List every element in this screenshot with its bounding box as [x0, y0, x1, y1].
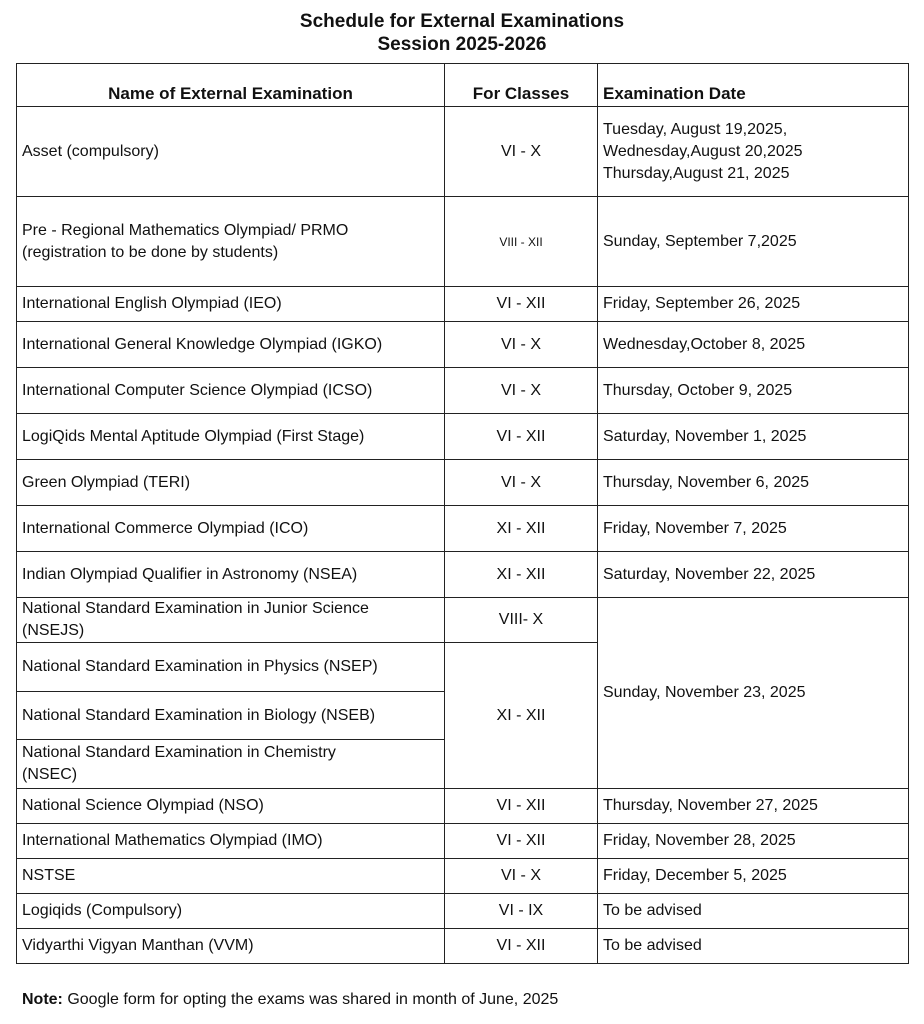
header-exam-name: Name of External Examination — [17, 64, 445, 107]
exam-date: Friday, November 7, 2025 — [598, 506, 909, 552]
exam-date: To be advised — [598, 929, 909, 964]
table-row — [17, 789, 909, 824]
footnote — [22, 989, 558, 1011]
exam-classes: VI - XII — [445, 414, 598, 460]
table-row — [17, 460, 909, 506]
exam-name: Asset (compulsory) — [17, 107, 445, 197]
note-text: Google form for opting the exams was shared in month of June, 2025 — [62, 991, 559, 1008]
exam-name — [17, 740, 445, 789]
name-line: Pre - Regional Mathematics Olympiad/ PRMO — [22, 221, 349, 239]
exam-name: National Standard Examination in Physics (NSEP) — [17, 643, 445, 692]
table-row — [17, 894, 909, 929]
exam-name: NSTSE — [17, 859, 445, 894]
exam-classes: VI - XII — [445, 929, 598, 964]
exam-date: Saturday, November 1, 2025 — [598, 414, 909, 460]
table-row — [17, 552, 909, 598]
table-row — [17, 322, 909, 368]
table-row — [17, 598, 909, 643]
exam-classes: VI - XII — [445, 287, 598, 322]
exam-name: Logiqids (Compulsory) — [17, 894, 445, 929]
name-line: National Standard Examination in Chemistry — [22, 744, 336, 761]
page-title: Schedule for External Examinations — [299, 11, 625, 32]
exam-classes: VI - X — [445, 322, 598, 368]
date-line: Tuesday, August 19,2025, — [603, 120, 788, 138]
table-row — [17, 107, 909, 197]
exam-name: National Standard Examination in Biology (NSEB) — [17, 692, 445, 740]
exam-date: Friday, September 26, 2025 — [598, 287, 909, 322]
exam-classes: VI - X — [445, 859, 598, 894]
date-line: Thursday,August 21, 2025 — [603, 164, 790, 182]
exam-classes: VI - XII — [445, 789, 598, 824]
exam-name — [17, 197, 445, 287]
exam-name — [17, 598, 445, 643]
exam-name: International Mathematics Olympiad (IMO) — [17, 824, 445, 859]
table-row — [17, 414, 909, 460]
exam-classes: XI - XII — [445, 552, 598, 598]
name-line: (registration to be done by students) — [22, 243, 279, 261]
exam-date: Sunday, November 23, 2025 — [598, 598, 909, 789]
session-subtitle: Session 2025-2026 — [377, 34, 547, 55]
exam-classes: VI - X — [445, 107, 598, 197]
exam-date: Wednesday,October 8, 2025 — [598, 322, 909, 368]
table-row — [17, 859, 909, 894]
exam-schedule-table — [16, 63, 909, 964]
exam-name: National Science Olympiad (NSO) — [17, 789, 445, 824]
table-header-row — [17, 64, 909, 107]
table-row — [17, 929, 909, 964]
name-line: (NSEJS) — [22, 622, 85, 639]
header-date: Examination Date — [598, 64, 909, 107]
table-row — [17, 824, 909, 859]
exam-classes: XI - XII — [445, 506, 598, 552]
exam-classes: VI - XII — [445, 824, 598, 859]
exam-classes: VI - IX — [445, 894, 598, 929]
note-label: Note: — [22, 991, 63, 1008]
exam-date: To be advised — [598, 894, 909, 929]
exam-name: International English Olympiad (IEO) — [17, 287, 445, 322]
name-line: (NSEC) — [22, 766, 78, 783]
exam-classes: XI - XII — [445, 643, 598, 789]
exam-classes: VI - X — [445, 368, 598, 414]
exam-name: Indian Olympiad Qualifier in Astronomy (NSEA) — [17, 552, 445, 598]
table-row — [17, 197, 909, 287]
header-classes: For Classes — [445, 64, 598, 107]
exam-name: LogiQids Mental Aptitude Olympiad (First Stage) — [17, 414, 445, 460]
exam-date: Saturday, November 22, 2025 — [598, 552, 909, 598]
exam-classes: VIII- X — [445, 598, 598, 643]
exam-classes: VI - X — [445, 460, 598, 506]
exam-date: Friday, December 5, 2025 — [598, 859, 909, 894]
exam-name: International General Knowledge Olympiad (IGKO) — [17, 322, 445, 368]
exam-classes: VIII - XII — [445, 197, 598, 287]
name-line: National Standard Examination in Junior Science — [22, 600, 369, 617]
exam-date: Thursday, November 27, 2025 — [598, 789, 909, 824]
exam-date: Sunday, September 7,2025 — [598, 197, 909, 287]
exam-date: Friday, November 28, 2025 — [598, 824, 909, 859]
exam-name: Vidyarthi Vigyan Manthan (VVM) — [17, 929, 445, 964]
exam-date: Thursday, November 6, 2025 — [598, 460, 909, 506]
exam-name: Green Olympiad (TERI) — [17, 460, 445, 506]
exam-name: International Computer Science Olympiad (ICSO) — [17, 368, 445, 414]
exam-date — [598, 107, 909, 197]
table-row — [17, 506, 909, 552]
table-row — [17, 287, 909, 322]
table-row — [17, 368, 909, 414]
exam-name: International Commerce Olympiad (ICO) — [17, 506, 445, 552]
date-line: Wednesday,August 20,2025 — [603, 142, 803, 160]
exam-date: Thursday, October 9, 2025 — [598, 368, 909, 414]
